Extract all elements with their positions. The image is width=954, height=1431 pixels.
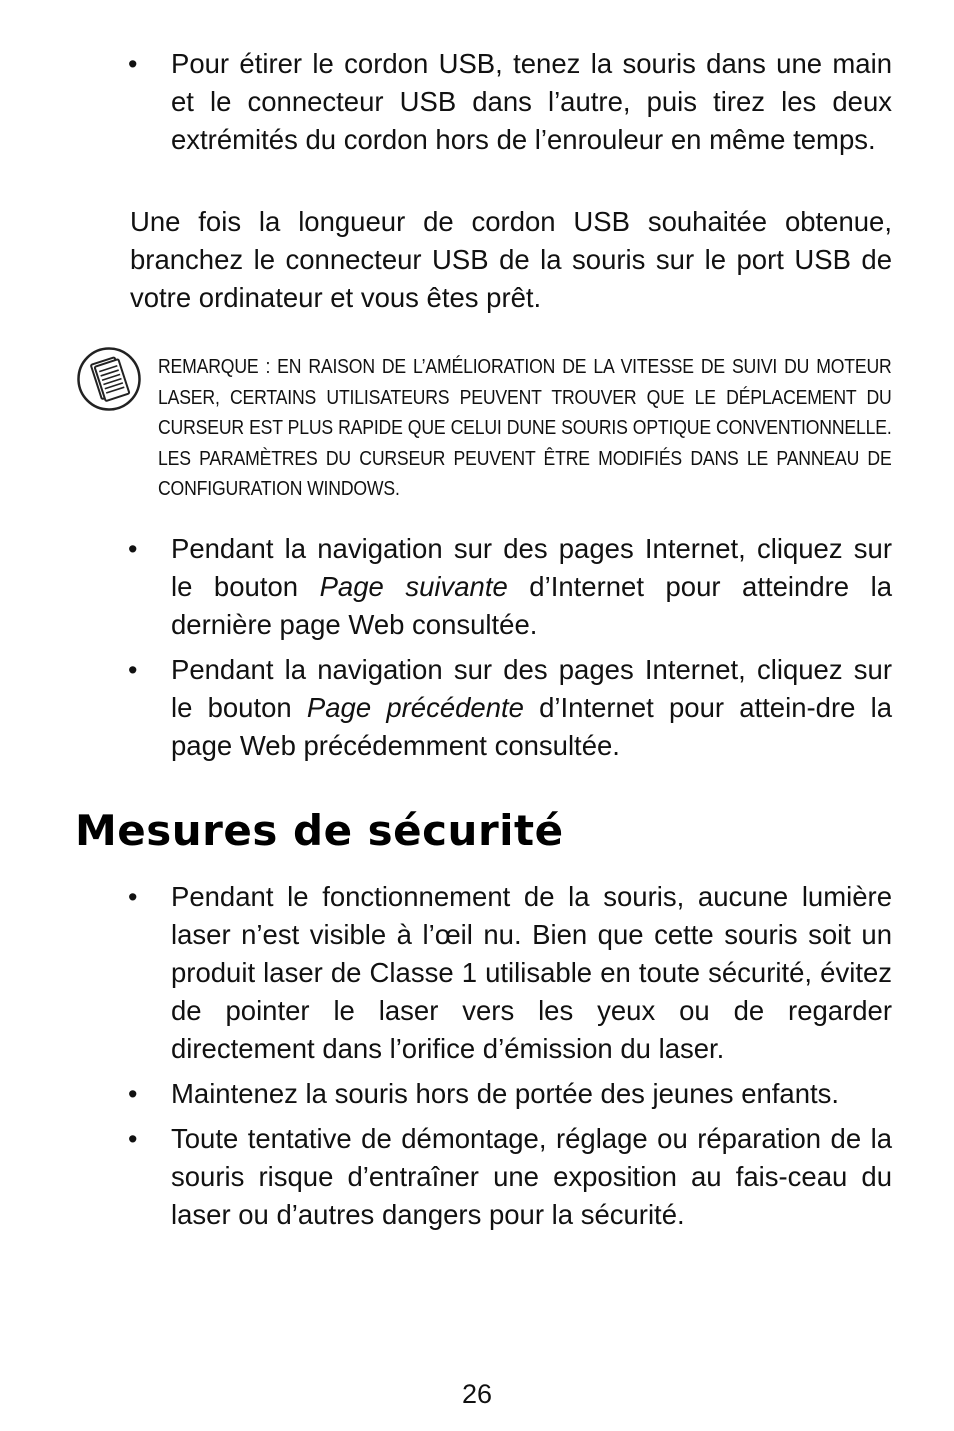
list-item [128,651,892,765]
bullet-text-start: Pendant la navigation sur des pages Internet, cliquez sur le bouton [171,533,892,602]
body-paragraph: Une fois la longueur de cordon USB souhaitée obtenue, branchez le connecteur USB de la souris sur le port USB de votre ordinateur et vous êtes prêt. [130,206,892,313]
safety-bullet-list [128,878,892,1241]
bullet-text-end: d’Internet pour atteindre la dernière page Web consultée. [171,571,893,640]
nav-bullet-list [128,530,892,772]
page-number: 26 [461,1379,493,1409]
intro-bullet-list [128,45,892,166]
list-item [128,530,892,644]
list-item [128,878,892,1068]
list-item [128,1120,892,1234]
previous-page-button-label: Page précédente [306,692,524,723]
next-page-button-label: Page suivante [319,571,508,602]
section-title: Mesures de sécurité [75,806,564,855]
bullet-marker: • [128,1079,138,1109]
bullet-text-end: d’Internet pour attein-dre la page Web précédemment consultée. [171,692,892,761]
bullet-marker: • [128,882,138,912]
bullet-marker: • [128,1124,138,1154]
bullet-marker: • [128,655,138,685]
note-text: REMARQUE : EN RAISON DE L’AMÉLIORATION DE LA VITESSE DE SUIVI DU MOTEUR LASER, CERTAINS UTILISATEURS PEUVENT TROUVER QUE LE DÉPLACEMENT DU CURSEUR EST PLUS RAPIDE QUE CELUI DUNE SOURIS OPTIQUE CONVENTIONNELLE. LES PARAMÈTRES DU CURSEUR PEUVENT ÊTRE MODIFIÉS DANS LE PANNEAU DE CONFIGURATION WINDOWS. [158,355,892,500]
list-item [128,45,892,159]
list-item [128,1075,892,1113]
bullet-text: Toute tentative de démontage, réglage ou réparation de la souris risque d’entraîner une exposition au fais-ceau du laser ou d’autres dangers pour la sécurité. [171,1123,892,1230]
bullet-marker: • [128,49,138,79]
bullet-text: Pendant le fonctionnement de la souris, aucune lumière laser n’est visible à l’œil nu. Bien que cette souris soit un produit laser de Classe 1 utilisable en toute sécurité, évitez de pointer le laser vers les yeux ou de regarder directement dans l’orifice d’émission du laser. [171,881,892,1064]
bullet-text-start: Pendant la navigation sur des pages Internet, cliquez sur le bouton [171,654,892,723]
bullet-text: Pour étirer le cordon USB, tenez la souris dans une main et le connecteur USB dans l’autre, puis tirez les deux extrémités du cordon hors de l’enrouleur en même temps. [171,48,892,155]
bullet-text: Maintenez la souris hors de portée des jeunes enfants. [171,1078,840,1109]
bullet-marker: • [128,534,138,564]
notepad-icon [76,346,142,412]
